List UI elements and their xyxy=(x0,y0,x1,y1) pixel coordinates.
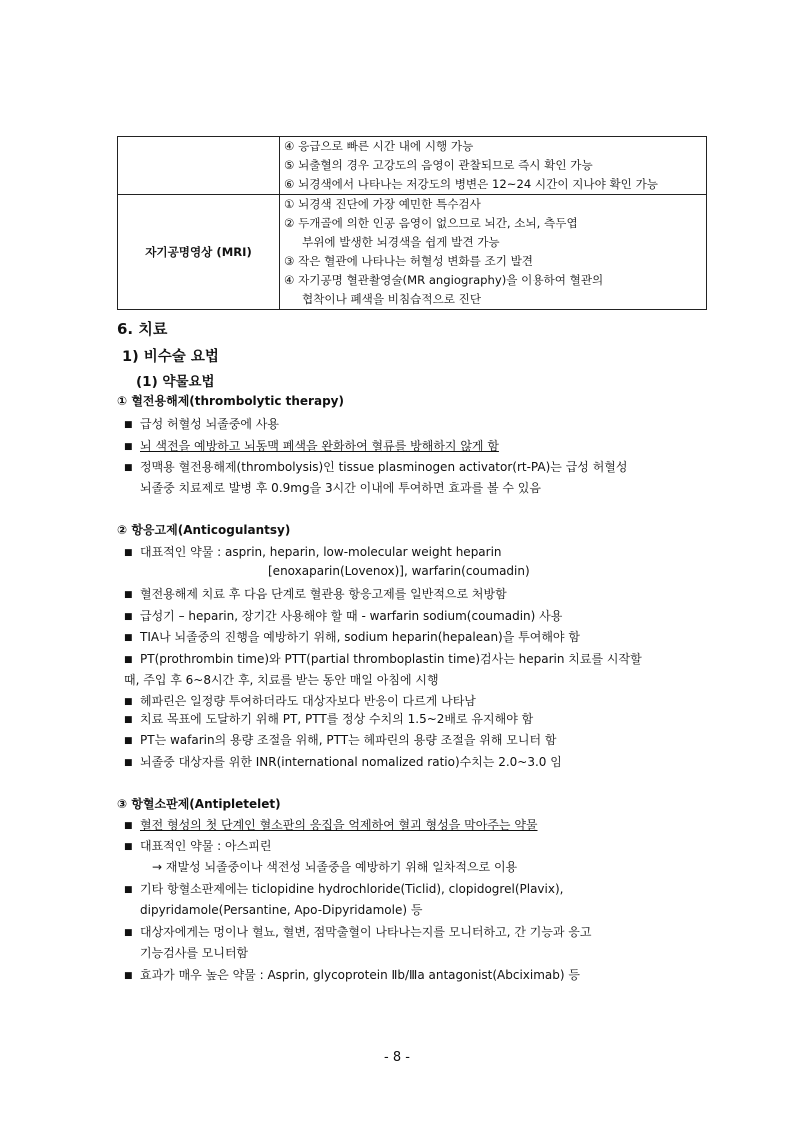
list-item xyxy=(124,837,271,854)
list-item xyxy=(124,692,476,709)
subsection-heading: 1) 비수술 요법 xyxy=(122,349,219,365)
bullet-icon: ■ xyxy=(124,715,133,725)
subsubsection-heading: (1) 약물요법 xyxy=(136,374,215,390)
table-row-header xyxy=(118,137,280,195)
table-row xyxy=(118,137,707,195)
bullet-icon: ■ xyxy=(124,885,133,895)
list-item-text: PT는 wafarin의 용량 조절을 위해, PTT는 헤파린의 용량 조절을 위해 모니터 함 xyxy=(140,733,557,747)
drug-section-title: ③ 항혈소판제(Antipletelet) xyxy=(117,797,281,811)
list-item xyxy=(124,628,580,645)
bullet-icon: ■ xyxy=(124,612,133,622)
list-item-text: 효과가 매우 높은 약물 : Asprin, glycoprotein Ⅱb/Ⅲa antagonist(Abciximab) 등 xyxy=(140,968,580,982)
list-item-text: 급성 허혈성 뇌졸중에 사용 xyxy=(140,417,279,431)
table-row-header: 자기공명영상 (MRI) xyxy=(118,195,280,310)
list-item xyxy=(124,753,562,770)
table-line: ① 뇌경색 진단에 가장 예민한 특수검사 xyxy=(284,197,481,211)
table-line: ⑥ 뇌경색에서 나타나는 저강도의 병변은 12~24 시간이 지나야 확인 가능 xyxy=(284,177,658,191)
list-item-continuation: [enoxaparin(Lovenox)], warfarin(coumadin) xyxy=(268,564,530,578)
table-line: ④ 응급으로 빠른 시간 내에 시행 가능 xyxy=(284,139,474,153)
bullet-icon: ■ xyxy=(124,821,133,831)
list-item-text: 대표적인 약물 : 아스피린 xyxy=(140,839,272,853)
list-item-text: 정맥용 혈전용해제(thrombolysis)인 tissue plasminogen activator(rt-PA)는 급성 허혈성 xyxy=(140,460,628,474)
list-item-text: 급성기 – heparin, 장기간 사용해야 할 때 - warfarin sodium(coumadin) 사용 xyxy=(140,609,563,623)
bullet-icon: ■ xyxy=(124,442,133,452)
list-item xyxy=(124,880,563,897)
list-item-text: TIA나 뇌졸중의 진행을 예방하기 위해, sodium heparin(hepalean)을 투여해야 함 xyxy=(140,630,580,644)
bullet-icon: ■ xyxy=(124,928,133,938)
drug-section-title: ② 항응고제(Anticogulantsy) xyxy=(117,523,291,537)
table-row xyxy=(118,195,707,310)
list-item xyxy=(124,816,538,833)
list-item xyxy=(124,650,642,667)
list-item-text: 뇌졸중 대상자를 위한 INR(international nomalized ratio)수치는 2.0~3.0 임 xyxy=(140,755,562,769)
bullet-icon: ■ xyxy=(124,633,133,643)
list-item-continuation: → 재발성 뇌졸중이나 색전성 뇌졸중을 예방하기 위해 일차적으로 이용 xyxy=(152,860,518,874)
table-row-content xyxy=(280,137,707,195)
list-item xyxy=(124,458,627,475)
list-item-text: PT(prothrombin time)와 PTT(partial thromboplastin time)검사는 heparin 치료를 시작할 xyxy=(140,652,642,666)
bullet-icon: ■ xyxy=(124,736,133,746)
bullet-icon: ■ xyxy=(124,697,133,707)
list-item xyxy=(124,585,507,602)
list-item xyxy=(124,731,556,748)
table-line: ③ 작은 혈관에 나타나는 허혈성 변화를 조기 발견 xyxy=(284,254,533,268)
list-item xyxy=(124,607,562,624)
list-item xyxy=(124,966,580,983)
list-item-text: 대표적인 약물 : asprin, heparin, low-molecular weight heparin xyxy=(140,545,502,559)
bullet-icon: ■ xyxy=(124,655,133,665)
bullet-icon: ■ xyxy=(124,758,133,768)
diagnosis-table xyxy=(117,136,707,310)
table-line: ② 두개골에 의한 인공 음영이 없으므로 뇌간, 소뇌, 측두엽 xyxy=(284,216,578,230)
list-item xyxy=(124,710,533,727)
bullet-icon: ■ xyxy=(124,842,133,852)
list-item-text: 혈전 형성의 첫 단계인 혈소판의 응집을 억제하여 혈괴 형성을 막아주는 약물 xyxy=(140,818,538,832)
list-item xyxy=(124,437,499,454)
list-item-text: 치료 목표에 도달하기 위해 PT, PTT를 정상 수치의 1.5~2배로 유지해야 함 xyxy=(140,712,534,726)
list-item-text: 헤파린은 일정량 투여하더라도 대상자보다 반응이 다르게 나타남 xyxy=(140,694,476,708)
list-item-continuation: 뇌졸중 치료제로 발병 후 0.9mg을 3시간 이내에 투여하면 효과를 볼 수 있음 xyxy=(140,481,541,495)
bullet-icon: ■ xyxy=(124,548,133,558)
list-item-continuation: 기능검사를 모니터함 xyxy=(140,946,249,960)
list-item-text: 기타 항혈소판제에는 ticlopidine hydrochloride(Ticlid), clopidogrel(Plavix), xyxy=(140,882,564,896)
list-item xyxy=(124,543,502,560)
page-number: - 8 - xyxy=(384,1050,410,1065)
bullet-icon: ■ xyxy=(124,420,133,430)
list-item-text: 혈전용해제 치료 후 다음 단계로 혈관용 항응고제를 일반적으로 처방함 xyxy=(140,587,507,601)
bullet-icon: ■ xyxy=(124,971,133,981)
table-line: 협착이나 폐색을 비침습적으로 진단 xyxy=(302,292,482,306)
bullet-icon: ■ xyxy=(124,590,133,600)
list-item xyxy=(124,415,279,432)
list-item-text: 뇌 색전을 예방하고 뇌동맥 폐색을 완화하여 혈류를 방해하지 않게 함 xyxy=(140,439,499,453)
table-line: ④ 자기공명 혈관촬영술(MR angiography)을 이용하여 혈관의 xyxy=(284,273,604,287)
bullet-icon: ■ xyxy=(124,463,133,473)
drug-section-title: ① 혈전용해제(thrombolytic therapy) xyxy=(117,394,344,408)
section-heading: 6. 치료 xyxy=(117,320,168,338)
table-row-content xyxy=(280,195,707,310)
list-item xyxy=(124,923,592,940)
table-line: ⑤ 뇌출혈의 경우 고강도의 음영이 관찰되므로 즉시 확인 가능 xyxy=(284,158,593,172)
table-line: 부위에 발생한 뇌경색을 쉽게 발견 가능 xyxy=(302,235,500,249)
list-item-continuation: 때, 주입 후 6~8시간 후, 치료를 받는 동안 매일 아침에 시행 xyxy=(124,673,439,687)
list-item-text: 대상자에게는 멍이나 혈뇨, 혈변, 점막출혈이 나타나는지를 모니터하고, 간 기능과 응고 xyxy=(140,925,592,939)
list-item-continuation: dipyridamole(Persantine, Apo-Dipyridamole) 등 xyxy=(140,903,423,917)
